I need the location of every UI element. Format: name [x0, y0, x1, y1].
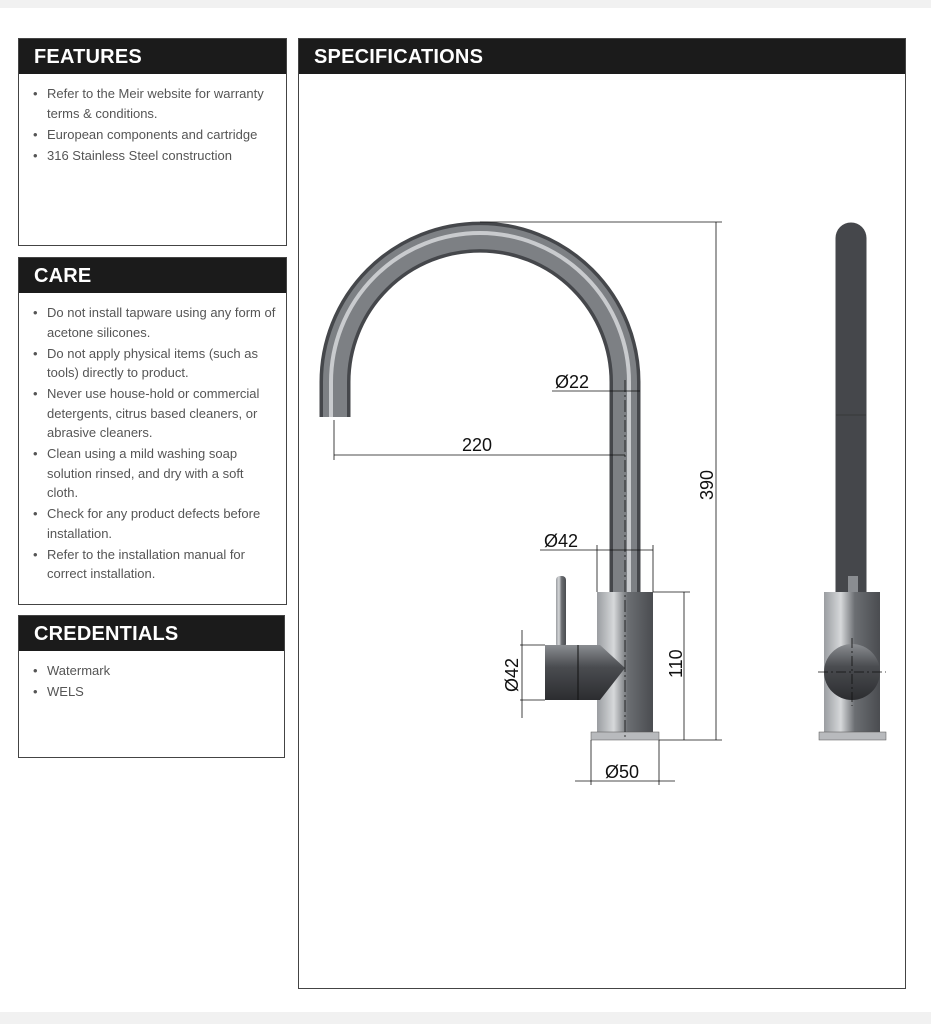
list-item: • WELS [33, 682, 276, 702]
dimension-lines [334, 222, 722, 785]
faucet-front-view [331, 233, 659, 740]
specifications-title: SPECIFICATIONS [299, 39, 905, 74]
body-height-label: 110 [666, 649, 686, 678]
features-title: FEATURES [19, 39, 286, 74]
list-item: • 316 Stainless Steel construction [33, 146, 278, 166]
list-item: • Never use house-hold or commercial detergents, citrus based cleaners, or abrasive cleaners. [33, 384, 278, 443]
list-item: • Refer to the installation manual for correct installation. [33, 545, 278, 584]
faucet-side-view [818, 238, 886, 740]
list-item: • Clean using a mild washing soap solution rinsed, and dry with a soft cloth. [33, 444, 278, 503]
credentials-title: CREDENTIALS [19, 616, 284, 651]
total-height-label: 390 [697, 469, 717, 500]
list-item: • Do not apply physical items (such as tools) directly to product. [33, 344, 278, 383]
list-item: • Refer to the Meir website for warranty terms & conditions. [33, 84, 278, 123]
care-title: CARE [19, 258, 286, 293]
body-diameter-label: Ø42 [544, 531, 579, 551]
list-item: • Do not install tapware using any form of acetone silicones. [33, 303, 278, 342]
list-item: • Check for any product defects before installation. [33, 504, 278, 543]
spout-reach-label: 220 [462, 435, 493, 455]
list-item: • European components and cartridge [33, 125, 278, 145]
list-item: • Watermark [33, 661, 276, 681]
handle-diameter-label: Ø42 [502, 657, 522, 692]
spout-diameter-label: Ø22 [555, 372, 590, 392]
base-diameter-label: Ø50 [605, 762, 640, 782]
